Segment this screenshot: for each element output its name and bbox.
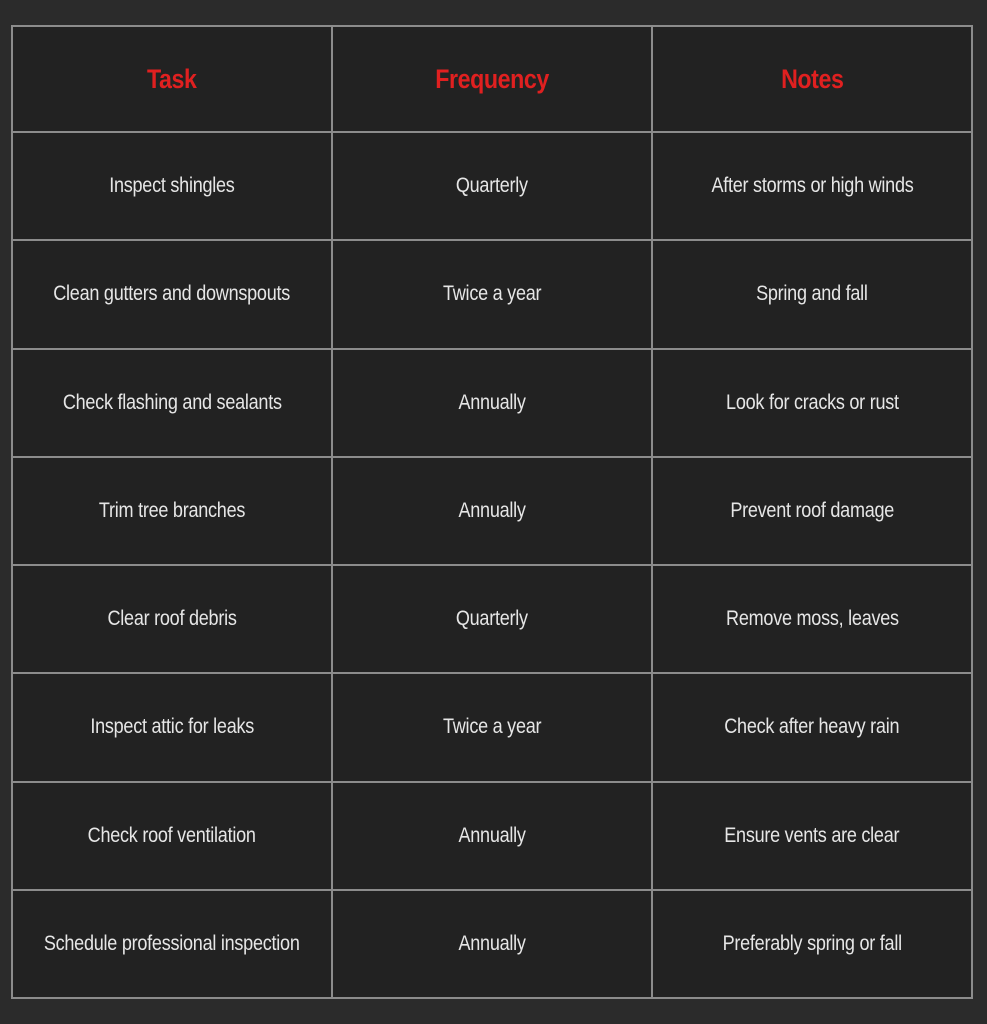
task-cell — [12, 673, 332, 781]
frequency-text: Annually — [458, 823, 526, 847]
notes-text: Preferably spring or fall — [722, 931, 902, 955]
notes-cell — [652, 132, 972, 240]
task-text: Trim tree branches — [98, 498, 246, 522]
table-row — [12, 132, 972, 240]
frequency-cell — [332, 132, 652, 240]
task-text: Check roof ventilation — [88, 823, 256, 847]
frequency-text: Annually — [458, 931, 526, 955]
task-text: Inspect shingles — [109, 174, 235, 198]
frequency-cell — [332, 890, 652, 998]
task-cell — [12, 782, 332, 890]
notes-text: After storms or high winds — [710, 174, 914, 198]
notes-cell — [652, 673, 972, 781]
frequency-text: Annually — [458, 390, 526, 414]
task-text: Clear roof debris — [107, 607, 237, 631]
column-header-label: Frequency — [435, 63, 549, 94]
frequency-cell — [332, 782, 652, 890]
task-text: Schedule professional inspection — [44, 931, 300, 955]
notes-text: Prevent roof damage — [730, 498, 894, 522]
notes-cell — [652, 890, 972, 998]
notes-cell — [652, 565, 972, 673]
column-header-frequency — [332, 26, 652, 132]
table-row — [12, 457, 972, 565]
frequency-cell — [332, 457, 652, 565]
notes-text: Look for cracks or rust — [725, 390, 899, 414]
table-row — [12, 240, 972, 348]
task-cell — [12, 349, 332, 457]
frequency-cell — [332, 673, 652, 781]
notes-cell — [652, 457, 972, 565]
frequency-text: Annually — [458, 498, 526, 522]
task-cell — [12, 457, 332, 565]
column-header-label: Notes — [780, 63, 844, 94]
task-cell — [12, 132, 332, 240]
table-row — [12, 349, 972, 457]
maintenance-table-container — [11, 25, 973, 999]
task-text: Clean gutters and downspouts — [53, 282, 291, 306]
notes-text: Check after heavy rain — [724, 715, 900, 739]
notes-text: Spring and fall — [756, 282, 868, 306]
task-cell — [12, 565, 332, 673]
frequency-text: Twice a year — [442, 282, 542, 306]
task-cell — [12, 240, 332, 348]
table-row — [12, 782, 972, 890]
frequency-cell — [332, 565, 652, 673]
task-text: Check flashing and sealants — [62, 390, 282, 414]
column-header-label: Task — [147, 63, 197, 94]
column-header-task — [12, 26, 332, 132]
column-header-notes — [652, 26, 972, 132]
notes-cell — [652, 349, 972, 457]
task-text: Inspect attic for leaks — [90, 715, 254, 739]
table-row — [12, 890, 972, 998]
frequency-cell — [332, 349, 652, 457]
table-row — [12, 673, 972, 781]
notes-text: Ensure vents are clear — [724, 823, 900, 847]
frequency-text: Quarterly — [456, 174, 528, 198]
frequency-text: Twice a year — [442, 715, 542, 739]
roof-maintenance-table — [11, 25, 973, 999]
notes-text: Remove moss, leaves — [725, 607, 899, 631]
notes-cell — [652, 240, 972, 348]
frequency-text: Quarterly — [456, 607, 528, 631]
frequency-cell — [332, 240, 652, 348]
table-row — [12, 565, 972, 673]
notes-cell — [652, 782, 972, 890]
table-header-row — [12, 26, 972, 132]
task-cell — [12, 890, 332, 998]
